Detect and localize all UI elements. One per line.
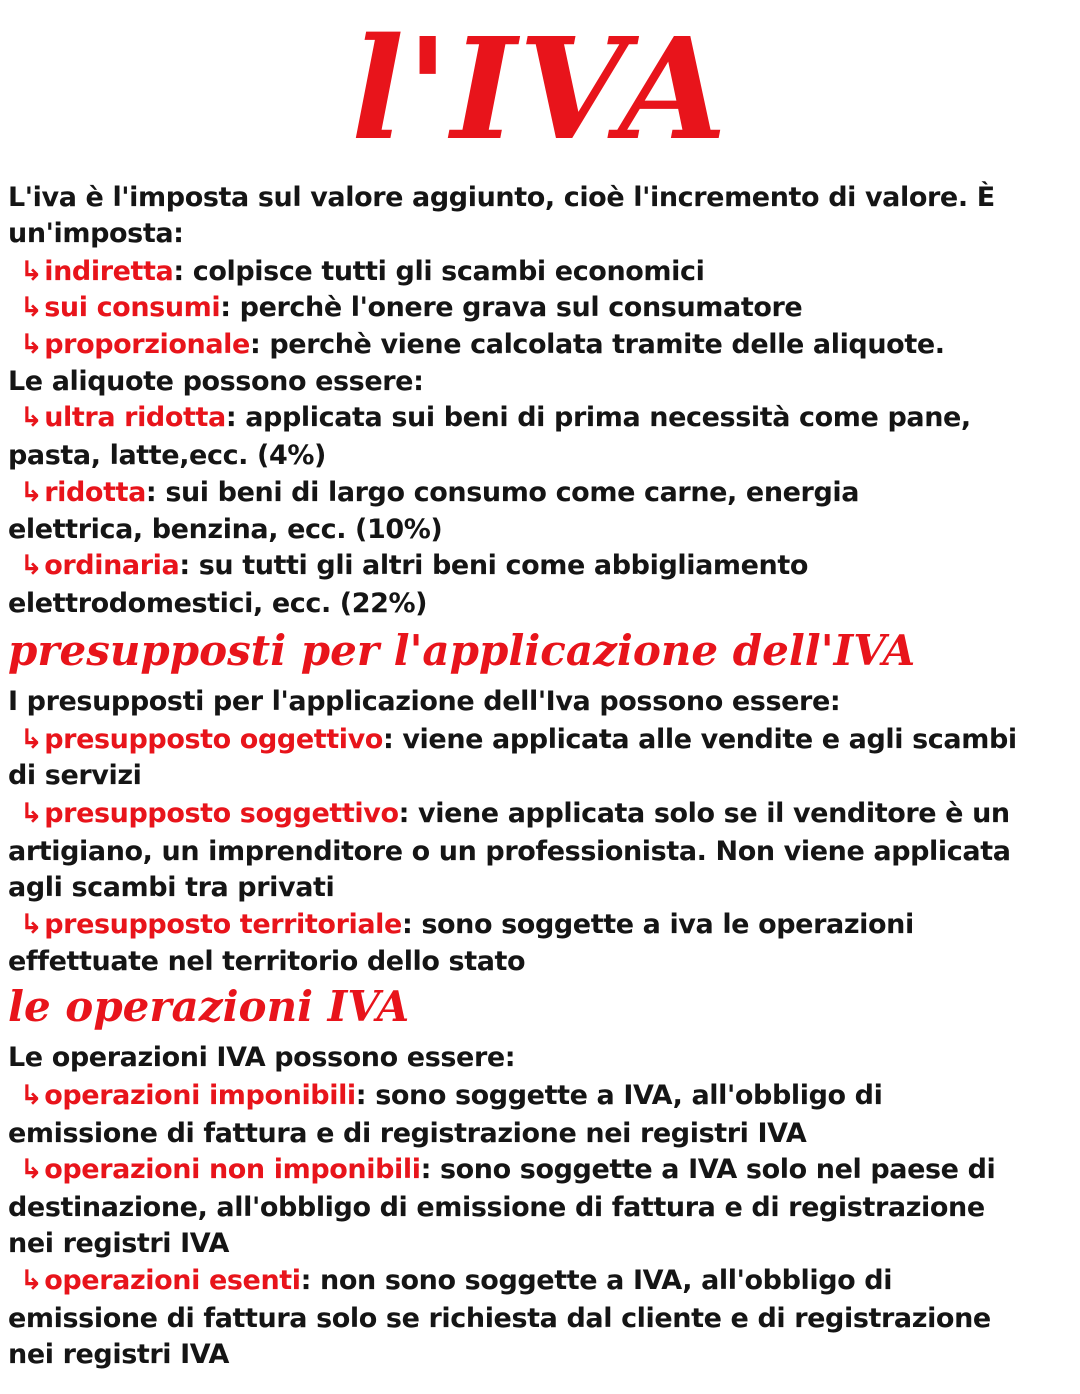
page-title: l'IVA [351, 8, 729, 172]
definition-text: : sono soggette a iva le operazioni [401, 909, 914, 940]
continuation-text: emissione di fattura e di registrazione nei registri IVA [8, 1118, 807, 1149]
section-title-presupposti: presupposti per l'applicazione dell'IVA [8, 626, 916, 675]
term-label: operazioni esenti [44, 1265, 301, 1296]
bullet-presupposto-soggettivo [8, 796, 1062, 832]
arrow-icon: ↳ [20, 550, 43, 581]
definition-text: : sono soggette a IVA solo nel paese di [420, 1154, 996, 1185]
arrow-icon: ↳ [20, 1265, 43, 1296]
definition-text: : sono soggette a IVA, all'obbligo di [355, 1080, 883, 1111]
arrow-icon: ↳ [20, 402, 43, 433]
arrow-icon: ↳ [20, 256, 43, 287]
continuation-text: destinazione, all'obbligo di emissione di fattura e di registrazione [8, 1192, 985, 1223]
term-label: ridotta [44, 477, 146, 508]
operazioni-heading: Le operazioni IVA possono essere: [8, 1042, 516, 1073]
arrow-icon: ↳ [20, 292, 43, 323]
term-label: operazioni imponibili [44, 1080, 356, 1111]
term-label: presupposto soggettivo [44, 798, 399, 829]
section-title-operazioni: le operazioni IVA [8, 982, 410, 1031]
term-label: presupposto territoriale [44, 909, 402, 940]
bullet-presupposto-oggettivo [8, 722, 1062, 758]
bullet-operazioni-esenti [8, 1263, 1062, 1299]
continuation-text: effettuate nel territorio dello stato [8, 946, 526, 977]
continuation-text: di servizi [8, 760, 142, 791]
definition-text: : su tutti gli altri beni come abbigliamento [179, 550, 809, 581]
term-label: presupposto oggettivo [44, 724, 383, 755]
continuation-text: pasta, latte,ecc. (4%) [8, 440, 326, 471]
bullet-presupposto-territoriale [8, 907, 1062, 943]
aliquote-heading: Le aliquote possono essere: [8, 366, 424, 397]
arrow-icon: ↳ [20, 1080, 43, 1111]
intro-line-2: un'imposta: [8, 218, 184, 249]
arrow-icon: ↳ [20, 798, 43, 829]
arrow-icon: ↳ [20, 477, 43, 508]
arrow-icon: ↳ [20, 909, 43, 940]
term-label: indiretta [44, 256, 174, 287]
bullet-ridotta [8, 475, 1062, 511]
continuation-text: artigiano, un imprenditore o un professionista. Non viene applicata [8, 836, 1011, 867]
bullet-operazioni-imponibili [8, 1078, 1062, 1114]
arrow-icon: ↳ [20, 329, 43, 360]
definition-text: : perchè viene calcolata tramite delle aliquote. [249, 329, 945, 360]
definition-text: : applicata sui beni di prima necessità come pane, [225, 402, 971, 433]
definition-text: : non sono soggette a IVA, all'obbligo di [300, 1265, 893, 1296]
bullet-ultra-ridotta [8, 400, 1062, 436]
definition-text: : sui beni di largo consumo come carne, energia [145, 477, 860, 508]
intro-line-1: L'iva è l'imposta sul valore aggiunto, cioè l'incremento di valore. È [8, 182, 995, 213]
term-label: operazioni non imponibili [44, 1154, 421, 1185]
term-label: ordinaria [44, 550, 180, 581]
continuation-text: nei registri IVA [8, 1228, 229, 1259]
term-label: sui consumi [44, 292, 221, 323]
continuation-text: emissione di fattura solo se richiesta dal cliente e di registrazione [8, 1303, 991, 1334]
term-label: proporzionale [44, 329, 250, 360]
continuation-text: nei registri IVA [8, 1339, 229, 1370]
continuation-text: agli scambi tra privati [8, 872, 335, 903]
definition-text: : viene applicata alle vendite e agli scambi [382, 724, 1017, 755]
bullet-indiretta [8, 254, 1062, 290]
arrow-icon: ↳ [20, 1154, 43, 1185]
presupposti-heading: I presupposti per l'applicazione dell'Iva possono essere: [8, 686, 841, 717]
continuation-text: elettrica, benzina, ecc. (10%) [8, 514, 443, 545]
term-label: ultra ridotta [44, 402, 226, 433]
definition-text: : colpisce tutti gli scambi economici [173, 256, 705, 287]
bullet-ordinaria [8, 548, 1062, 584]
definition-text: : viene applicata solo se il venditore è un [398, 798, 1010, 829]
continuation-text: elettrodomestici, ecc. (22%) [8, 588, 428, 619]
definition-text: : perchè l'onere grava sul consumatore [220, 292, 803, 323]
bullet-operazioni-non-imponibili [8, 1152, 1062, 1188]
bullet-sui-consumi [8, 290, 1062, 326]
arrow-icon: ↳ [20, 724, 43, 755]
bullet-proporzionale [8, 327, 1062, 363]
